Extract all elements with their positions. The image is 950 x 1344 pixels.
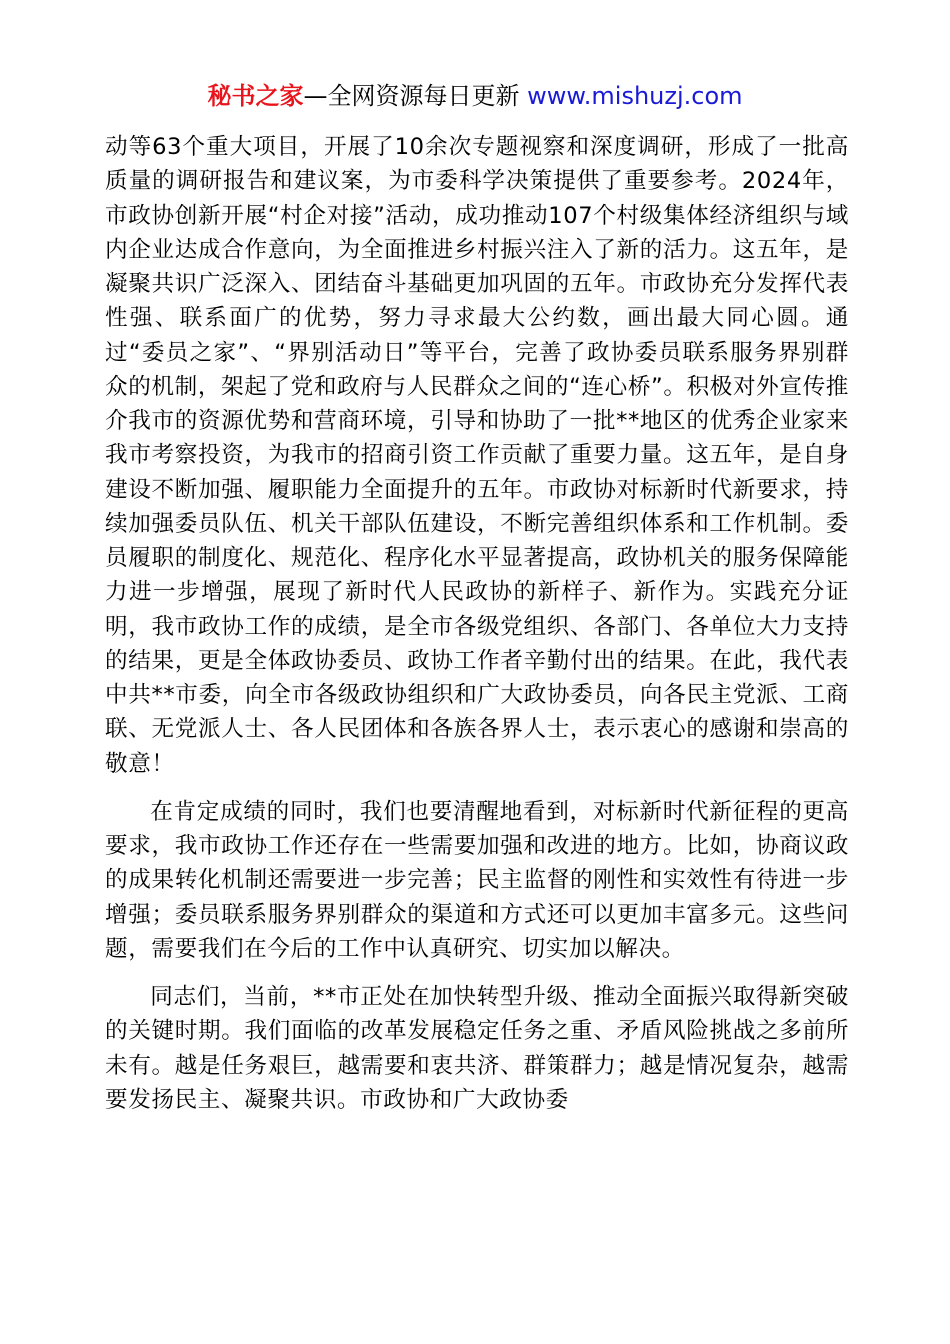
site-url-link[interactable]: www.mishuzj.com — [527, 82, 743, 110]
brand-name: 秘书之家 — [207, 82, 304, 110]
paragraph-shortcomings: 在肯定成绩的同时，我们也要清醒地看到，对标新时代新征程的更高要求，我市政协工作还存在一些需要加强和改进的地方。比如，协商议政的成果转化机制还需要进一步完善；民主监督的刚性和实效性有待进一步增强；委员联系服务界别群众的渠道和方式还可以更加丰富多元。这些问题，需要我们在今后的工作中认真研究、切实加以解决。 — [105, 798, 849, 962]
paragraph-continued: 动等63个重大项目，开展了10余次专题视察和深度调研，形成了一批高质量的调研报告和建议案，为市委科学决策提供了重要参考。2024年，市政协创新开展“村企对接”活动，成功推动107个村级集体经济组织与域内企业达成合作意向，为全面推进乡村振兴注入了新的活力。这五年，是凝聚共识广泛深入、团结奋斗基础更加巩固的五年。市政协充分发挥代表性强、联系面广的优势，努力寻求最大公约数，画出最大同心圆。通过“委员之家”、“界别活动日”等平台，完善了政协委员联系服务界别群众的机制，架起了党和政府与人民群众之间的“连心桥”。积极对外宣传推介我市的资源优势和营商环境，引导和协助了一批**地区的优秀企业家来我市考察投资，为我市的招商引资工作贡献了重要力量。这五年，是自身建设不断加强、履职能力全面提升的五年。市政协对标新时代新要求，持续加强委员队伍、机关干部队伍建设，不断完善组织体系和工作机制。委员履职的制度化、规范化、程序化水平显著提高，政协机关的服务保障能力进一步增强，展现了新时代人民政协的新样子、新作为。实践充分证明，我市政协工作的成绩，是全市各级党组织、各部门、各单位大力支持的结果，更是全体政协委员、政协工作者辛勤付出的结果。在此，我代表中共**市委，向全市各级政协组织和广大政协委员，向各民主党派、工商联、无党派人士、各人民团体和各族各界人士，表示衷心的感谢和崇高的敬意！ — [105, 134, 849, 777]
header-tagline: —全网资源每日更新 — [303, 82, 528, 110]
page-header — [0, 78, 950, 114]
paragraph-current-situation: 同志们，当前，**市正处在加快转型升级、推动全面振兴取得新突破的关键时期。我们面临的改革发展稳定任务之重、矛盾风险挑战之多前所未有。越是任务艰巨，越需要和衷共济、群策群力；越是情况复杂，越需要发扬民主、凝聚共识。市政协和广大政协委 — [105, 984, 849, 1113]
document-body — [105, 130, 849, 1117]
